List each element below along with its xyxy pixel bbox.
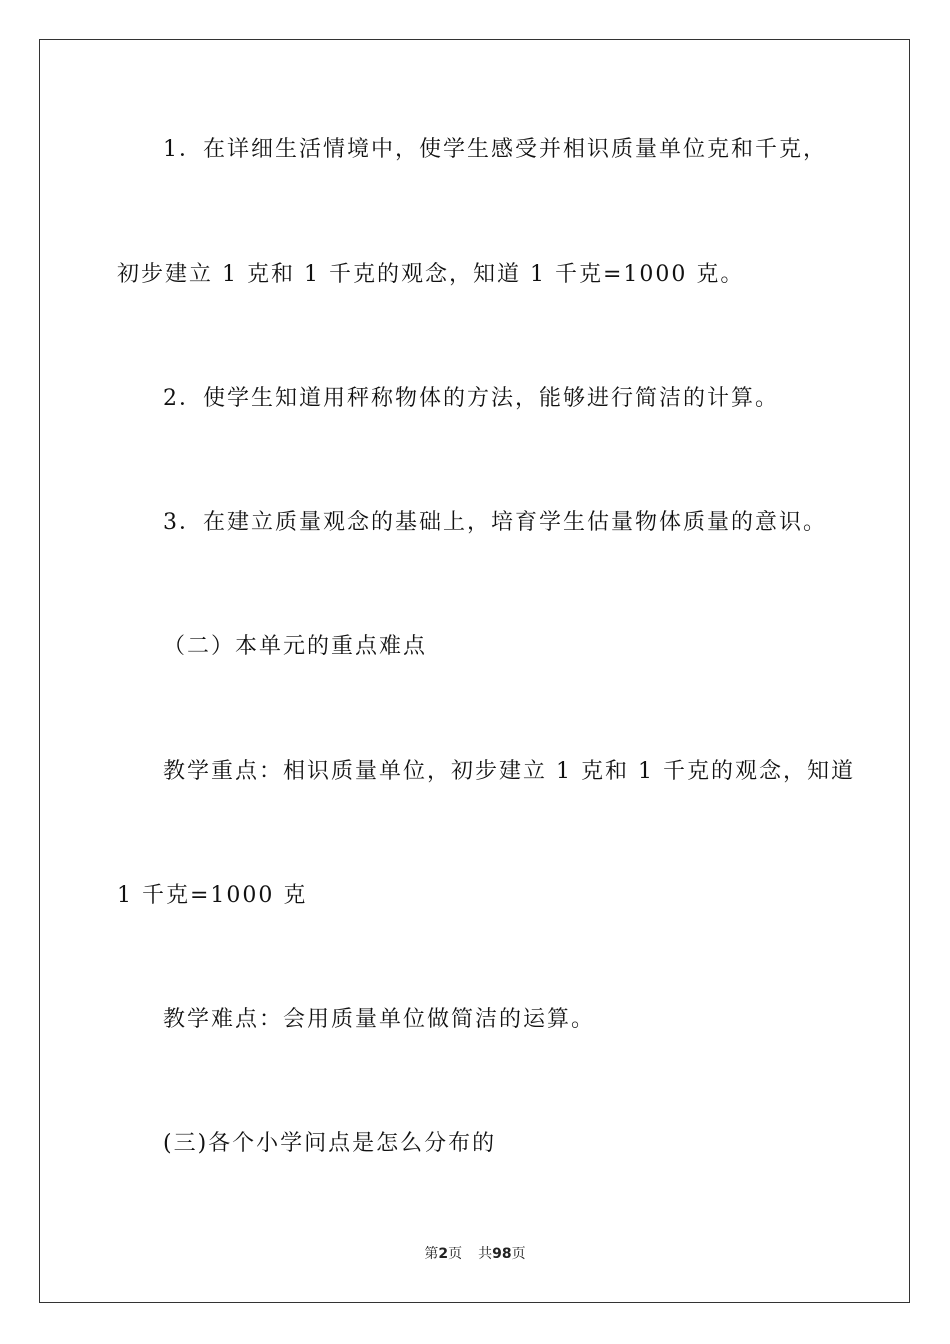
page-border — [39, 39, 910, 1303]
page-prefix: 第 — [424, 1246, 439, 1262]
page-footer — [0, 1244, 950, 1264]
section-heading-key-points: （二）本单元的重点难点 — [163, 634, 428, 659]
page-suffix: 页 — [448, 1246, 463, 1262]
total-pages: 98 — [492, 1246, 512, 1262]
page-number: 2 — [438, 1246, 449, 1262]
objective-1-line-1: 1．在详细生活情境中，使学生感受并相识质量单位克和千克， — [163, 137, 827, 162]
total-prefix: 共 — [478, 1246, 493, 1262]
objective-3: 3．在建立质量观念的基础上，培育学生估量物体质量的意识。 — [163, 510, 827, 535]
teaching-difficulty: 教学难点：会用质量单位做简洁的运算。 — [163, 1007, 596, 1032]
teaching-focus-line-2: 1 千克=1000 克 — [117, 883, 308, 908]
objective-2: 2．使学生知道用秤称物体的方法，能够进行简洁的计算。 — [163, 386, 779, 411]
teaching-focus-line-1: 教学重点：相识质量单位，初步建立 1 克和 1 千克的观念，知道 — [163, 759, 855, 784]
total-suffix: 页 — [511, 1246, 526, 1262]
section-heading-distribution: (三)各个小学问点是怎么分布的 — [163, 1131, 497, 1156]
objective-1-line-2: 初步建立 1 克和 1 千克的观念，知道 1 千克=1000 克。 — [117, 262, 745, 287]
